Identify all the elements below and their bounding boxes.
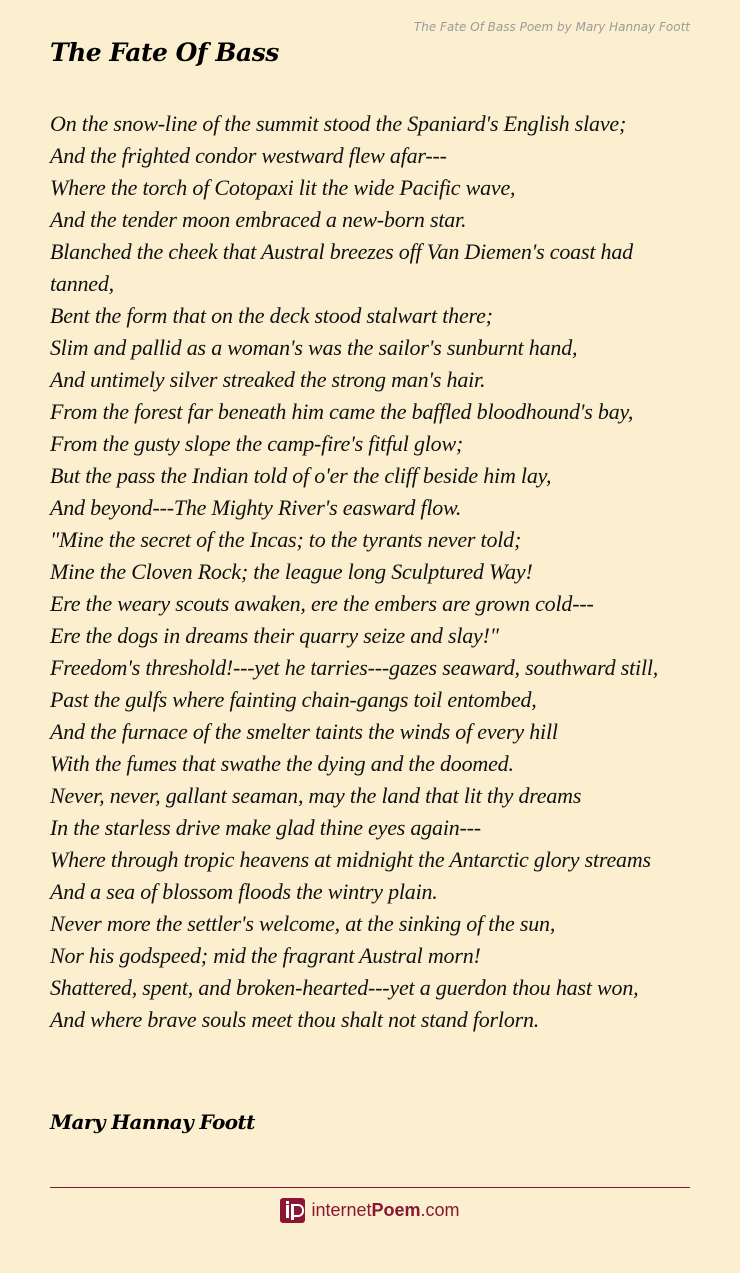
poem-line: And the furnace of the smelter taints the winds of every hill [50,719,558,744]
footer-divider [50,1187,690,1188]
poem-line: Bent the form that on the deck stood stalwart there; [50,303,493,328]
poem-line: Shattered, spent, and broken-hearted---yet a guerdon thou hast won, [50,975,639,1000]
poem-line: "Mine the secret of the Incas; to the tyrants never told; [50,527,522,552]
brand-prefix: internet [311,1200,372,1220]
poem-line: And the tender moon embraced a new-born star. [50,207,467,232]
poem-line: Ere the dogs in dreams their quarry seize and slay!" [50,623,499,648]
poem-line: Slim and pallid as a woman's was the sailor's sunburnt hand, [50,335,578,360]
poem-line: And untimely silver streaked the strong man's hair. [50,367,486,392]
poem-line: And the frighted condor westward flew afar--- [50,143,447,168]
poem-line: Nor his godspeed; mid the fragrant Austral morn! [50,943,481,968]
poem-line: But the pass the Indian told of o'er the cliff beside him lay, [50,463,552,488]
site-brand-link[interactable] [0,1198,740,1223]
poem-line: Where through tropic heavens at midnight the Antarctic glory streams [50,847,651,872]
poem-line: And where brave souls meet thou shalt not stand forlorn. [50,1007,540,1032]
header-credit: The Fate Of Bass Poem by Mary Hannay Foott [413,20,690,34]
poem-line: And a sea of blossom floods the wintry plain. [50,879,438,904]
poem-line: Past the gulfs where fainting chain-gangs toil entombed, [50,687,537,712]
poem-line: Freedom's threshold!---yet he tarries---gazes seaward, southward still, [50,655,659,680]
internetpoem-logo-icon [280,1198,305,1223]
poem-line: Ere the weary scouts awaken, ere the embers are grown cold--- [50,591,594,616]
poem-line: Mine the Cloven Rock; the league long Sculptured Way! [50,559,533,584]
poem-line: Blanched the cheek that Austral breezes off Van Diemen's coast had tanned, [50,239,633,296]
poem-line: With the fumes that swathe the dying and the doomed. [50,751,514,776]
brand-bold: Poem [371,1200,421,1220]
poem-line: On the snow-line of the summit stood the Spaniard's English slave; [50,111,627,136]
poem-line: From the gusty slope the camp-fire's fitful glow; [50,431,464,456]
poem-line: Never more the settler's welcome, at the sinking of the sun, [50,911,556,936]
poem-line: From the forest far beneath him came the baffled bloodhound's bay, [50,399,634,424]
poem-line: In the starless drive make glad thine eyes again--- [50,815,481,840]
poem-title: The Fate Of Bass [50,38,279,67]
poem-author: Mary Hannay Foott [50,1110,255,1134]
poem-line: Where the torch of Cotopaxi lit the wide Pacific wave, [50,175,516,200]
poem-line: And beyond---The Mighty River's easward flow. [50,495,462,520]
brand-suffix: .com [420,1200,460,1220]
poem-body [50,108,695,1036]
poem-line: Never, never, gallant seaman, may the land that lit thy dreams [50,783,582,808]
site-brand-text [311,1200,459,1221]
